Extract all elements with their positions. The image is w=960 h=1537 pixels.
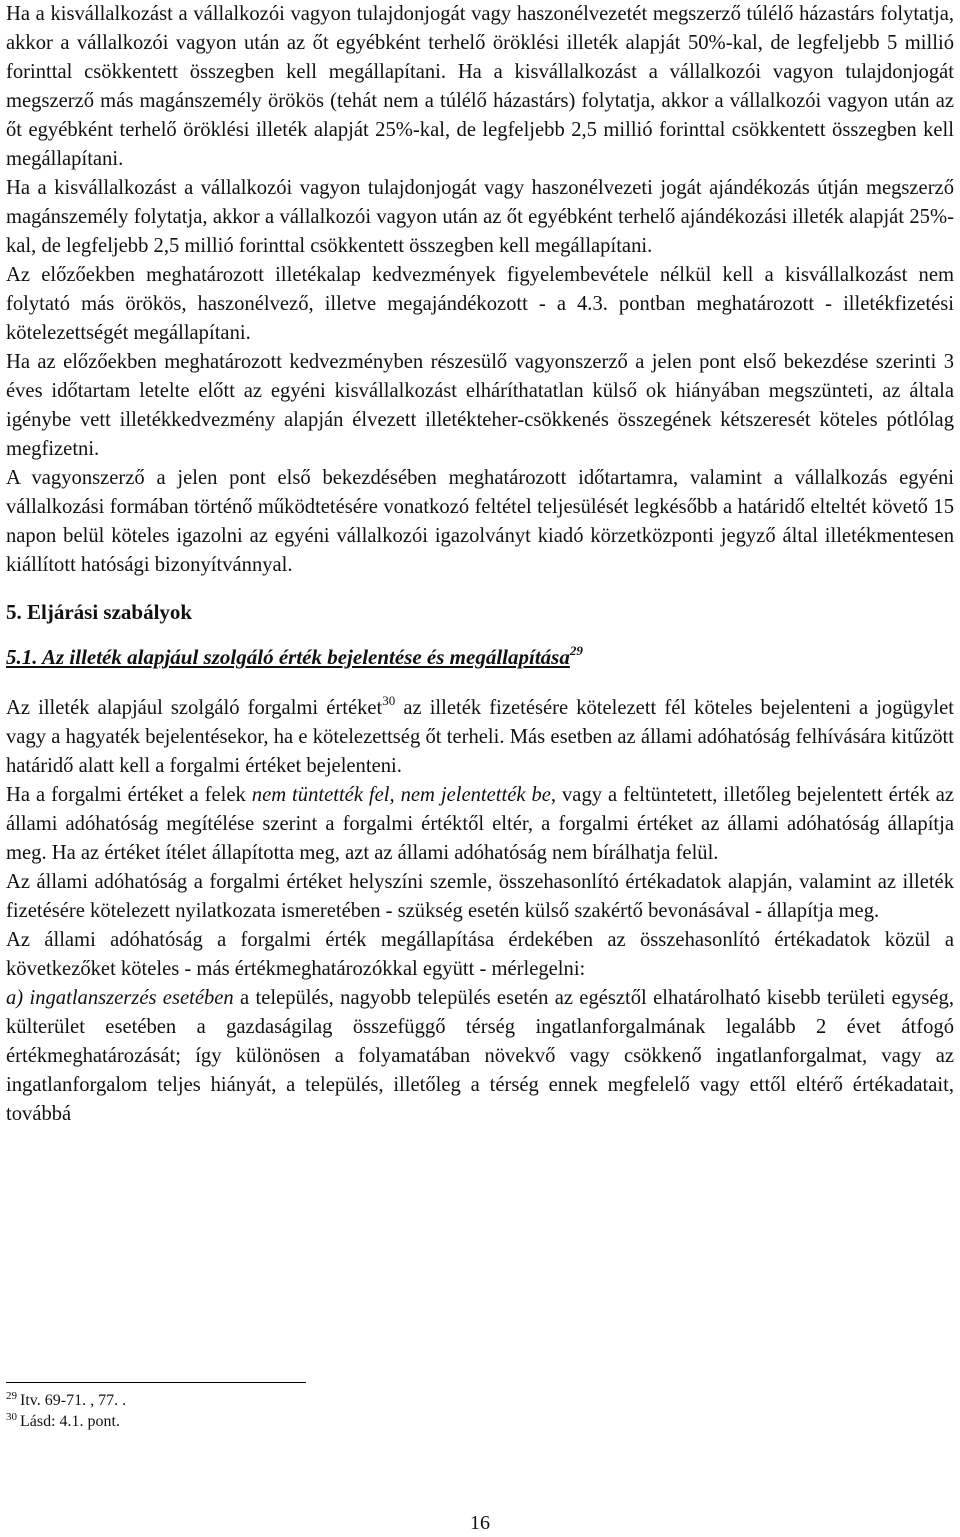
footnote-30 xyxy=(6,1411,126,1432)
emphasis-text: a) ingatlanszerzés esetében xyxy=(6,987,234,1009)
paragraph-other-heirs: Az előzőekben meghatározott illetékalap kedvezmények figyelembevétele nélkül kell a kisvállalkozást nem folytató más örökös, haszonélvező, illetve megajándékozott - a 4.3. pontban meghatározott - illetékfizetési kötelezettségét megállapítani. xyxy=(6,264,954,344)
section-heading: 5. Eljárási szabályok xyxy=(6,600,193,624)
paragraph-text: a település, nagyobb település esetén az egésztől elhatárolható kisebb területi egység, külterület esetében a gazdaságilag összefüggő térség ingatlanforgalmának legalább 2 évet átfogó értékmeghatározását; így különösen a folyamatában növekvő vagy csökkenő ingatlanforgalmat, vagy az ingatlanforgalom teljes hiányát, a település, illetőleg a térség ennek megfelelő vagy ettől eltérő értékadatait, továbbá xyxy=(6,987,954,1125)
emphasis-text: nem tüntették fel, nem jelentették be xyxy=(251,784,551,806)
paragraph-proof: A vagyonszerző a jelen pont első bekezdésében meghatározott időtartamra, valamint a vállalkozás egyéni vállalkozási formában történő működtetésére vonatkozó feltétel teljesülését legkésőbb a határidő elteltét követő 15 napon belül köteles igazolni az egyéni vállalkozói igazolványt kiadó körzetközponti jegyző által illetékmentesen kiállított hatósági bizonyítvánnyal. xyxy=(6,467,954,576)
paragraph-real-estate xyxy=(6,984,954,1129)
paragraph-comparison-data: Az állami adóhatóság a forgalmi érték megállapítása érdekében az összehasonlító értékadatok közül a következőket köteles - más értékmeghatározókkal együtt - mérlegelni: xyxy=(6,929,954,980)
subsection-heading: 5.1. Az illeték alapjául szolgáló érték bejelentése és megállapítása$^{29}$ xyxy=(6,643,583,669)
footnote-number: 30 xyxy=(6,1411,17,1423)
paragraph-penalty: Ha az előzőekben meghatározott kedvezményben részesülő vagyonszerző a jelen pont első bekezdése szerinti 3 éves időtartam letelte előtt az egyéni kisvállalkozást elháríthatatlan külső ok hiányában megszünteti, az általa igénybe vett illetékkedvezmény alapján élvezett illetékteher-csökkenés összegének kétszeresét köteles pótlólag megfizetni. xyxy=(6,351,954,460)
paragraph-text: Az illeték alapjául szolgáló forgalmi értéket xyxy=(6,697,383,719)
footnote-29 xyxy=(6,1390,126,1411)
paragraph-declaration xyxy=(6,694,954,781)
paragraph-text: Ha a kisvállalkozást a vállalkozói vagyon tulajdonjogát vagy haszonélvezetét megszerző túlélő házastárs folytatja, akkor a vállalkozói vagyon után az őt egyébként terhelő öröklési illeték alapját 50%-kal, de legfeljebb 5 millió forinttal csökkentett összegben kell megállapítani. xyxy=(6,3,954,83)
document-page xyxy=(6,0,954,1129)
paragraph-valuation-method: Az állami adóhatóság a forgalmi értéket helyszíni szemle, összehasonlító értékadatok alapján, valamint az illeték fizetésére kötelezett nyilatkozata ismeretében - szükség esetén külső szakértő bevonásával - állapítja meg. xyxy=(6,871,954,922)
footnote-text: Itv. 69-71. , 77. . xyxy=(20,1392,127,1409)
paragraph-text: Ha a kisvállalkozást a vállalkozói vagyon tulajdonjogát megszerző más magánszemély örökös (tehát nem a túlélő házastárs) folytatja, akkor a vállalkozói vagyon után az őt egyébként terhelő öröklési illeték alapját 25%-kal, de legfeljebb 2,5 millió forinttal csökkentett összegben kell megállapítani. xyxy=(6,61,954,170)
footnote-ref: 30 xyxy=(382,693,396,708)
paragraph-text: az illeték fizetésére kötelezett fél köteles bejelenteni a jogügylet vagy a hagyaték bejelentésekor, ha e kötelezettség őt terheli. Más esetben az állami adóhatóság felhívására kitűzött határidő alatt kell a forgalmi értéket bejelenteni. xyxy=(6,697,954,777)
paragraph-spouse-relief xyxy=(6,0,954,174)
footnote-divider xyxy=(6,1382,306,1383)
paragraph-text: , vagy a feltüntetett, illetőleg bejelentett érték az állami adóhatóság megítélése szerint a forgalmi értéktől eltér, a forgalmi értéket az állami adóhatóság állapítja meg. Ha az értéket ítélet állapította meg, azt az állami adóhatóság nem bírálhatja felül. xyxy=(6,784,954,864)
page-number: 16 xyxy=(470,1512,490,1534)
subsection-heading-text: 5.1. Az illeték alapjául szolgáló érték bejelentése és megállapítása xyxy=(6,645,570,669)
paragraph-text: Ha a forgalmi értéket a felek xyxy=(6,784,252,806)
paragraph-authority-determines xyxy=(6,781,954,868)
footnote-text: Lásd: 4.1. pont. xyxy=(20,1413,120,1430)
paragraph-gift-relief: Ha a kisvállalkozást a vállalkozói vagyon tulajdonjogát vagy haszonélvezeti jogát ajándékozás útján megszerző magánszemély folytatja, akkor a vállalkozói vagyon után az őt egyébként terhelő ajándékozási illeték alapját 25%-kal, de legfeljebb 2,5 millió forinttal csökkentett összegben kell megállapítani. xyxy=(6,177,954,257)
footnote-number: 29 xyxy=(6,1390,17,1402)
footnotes xyxy=(6,1390,126,1432)
